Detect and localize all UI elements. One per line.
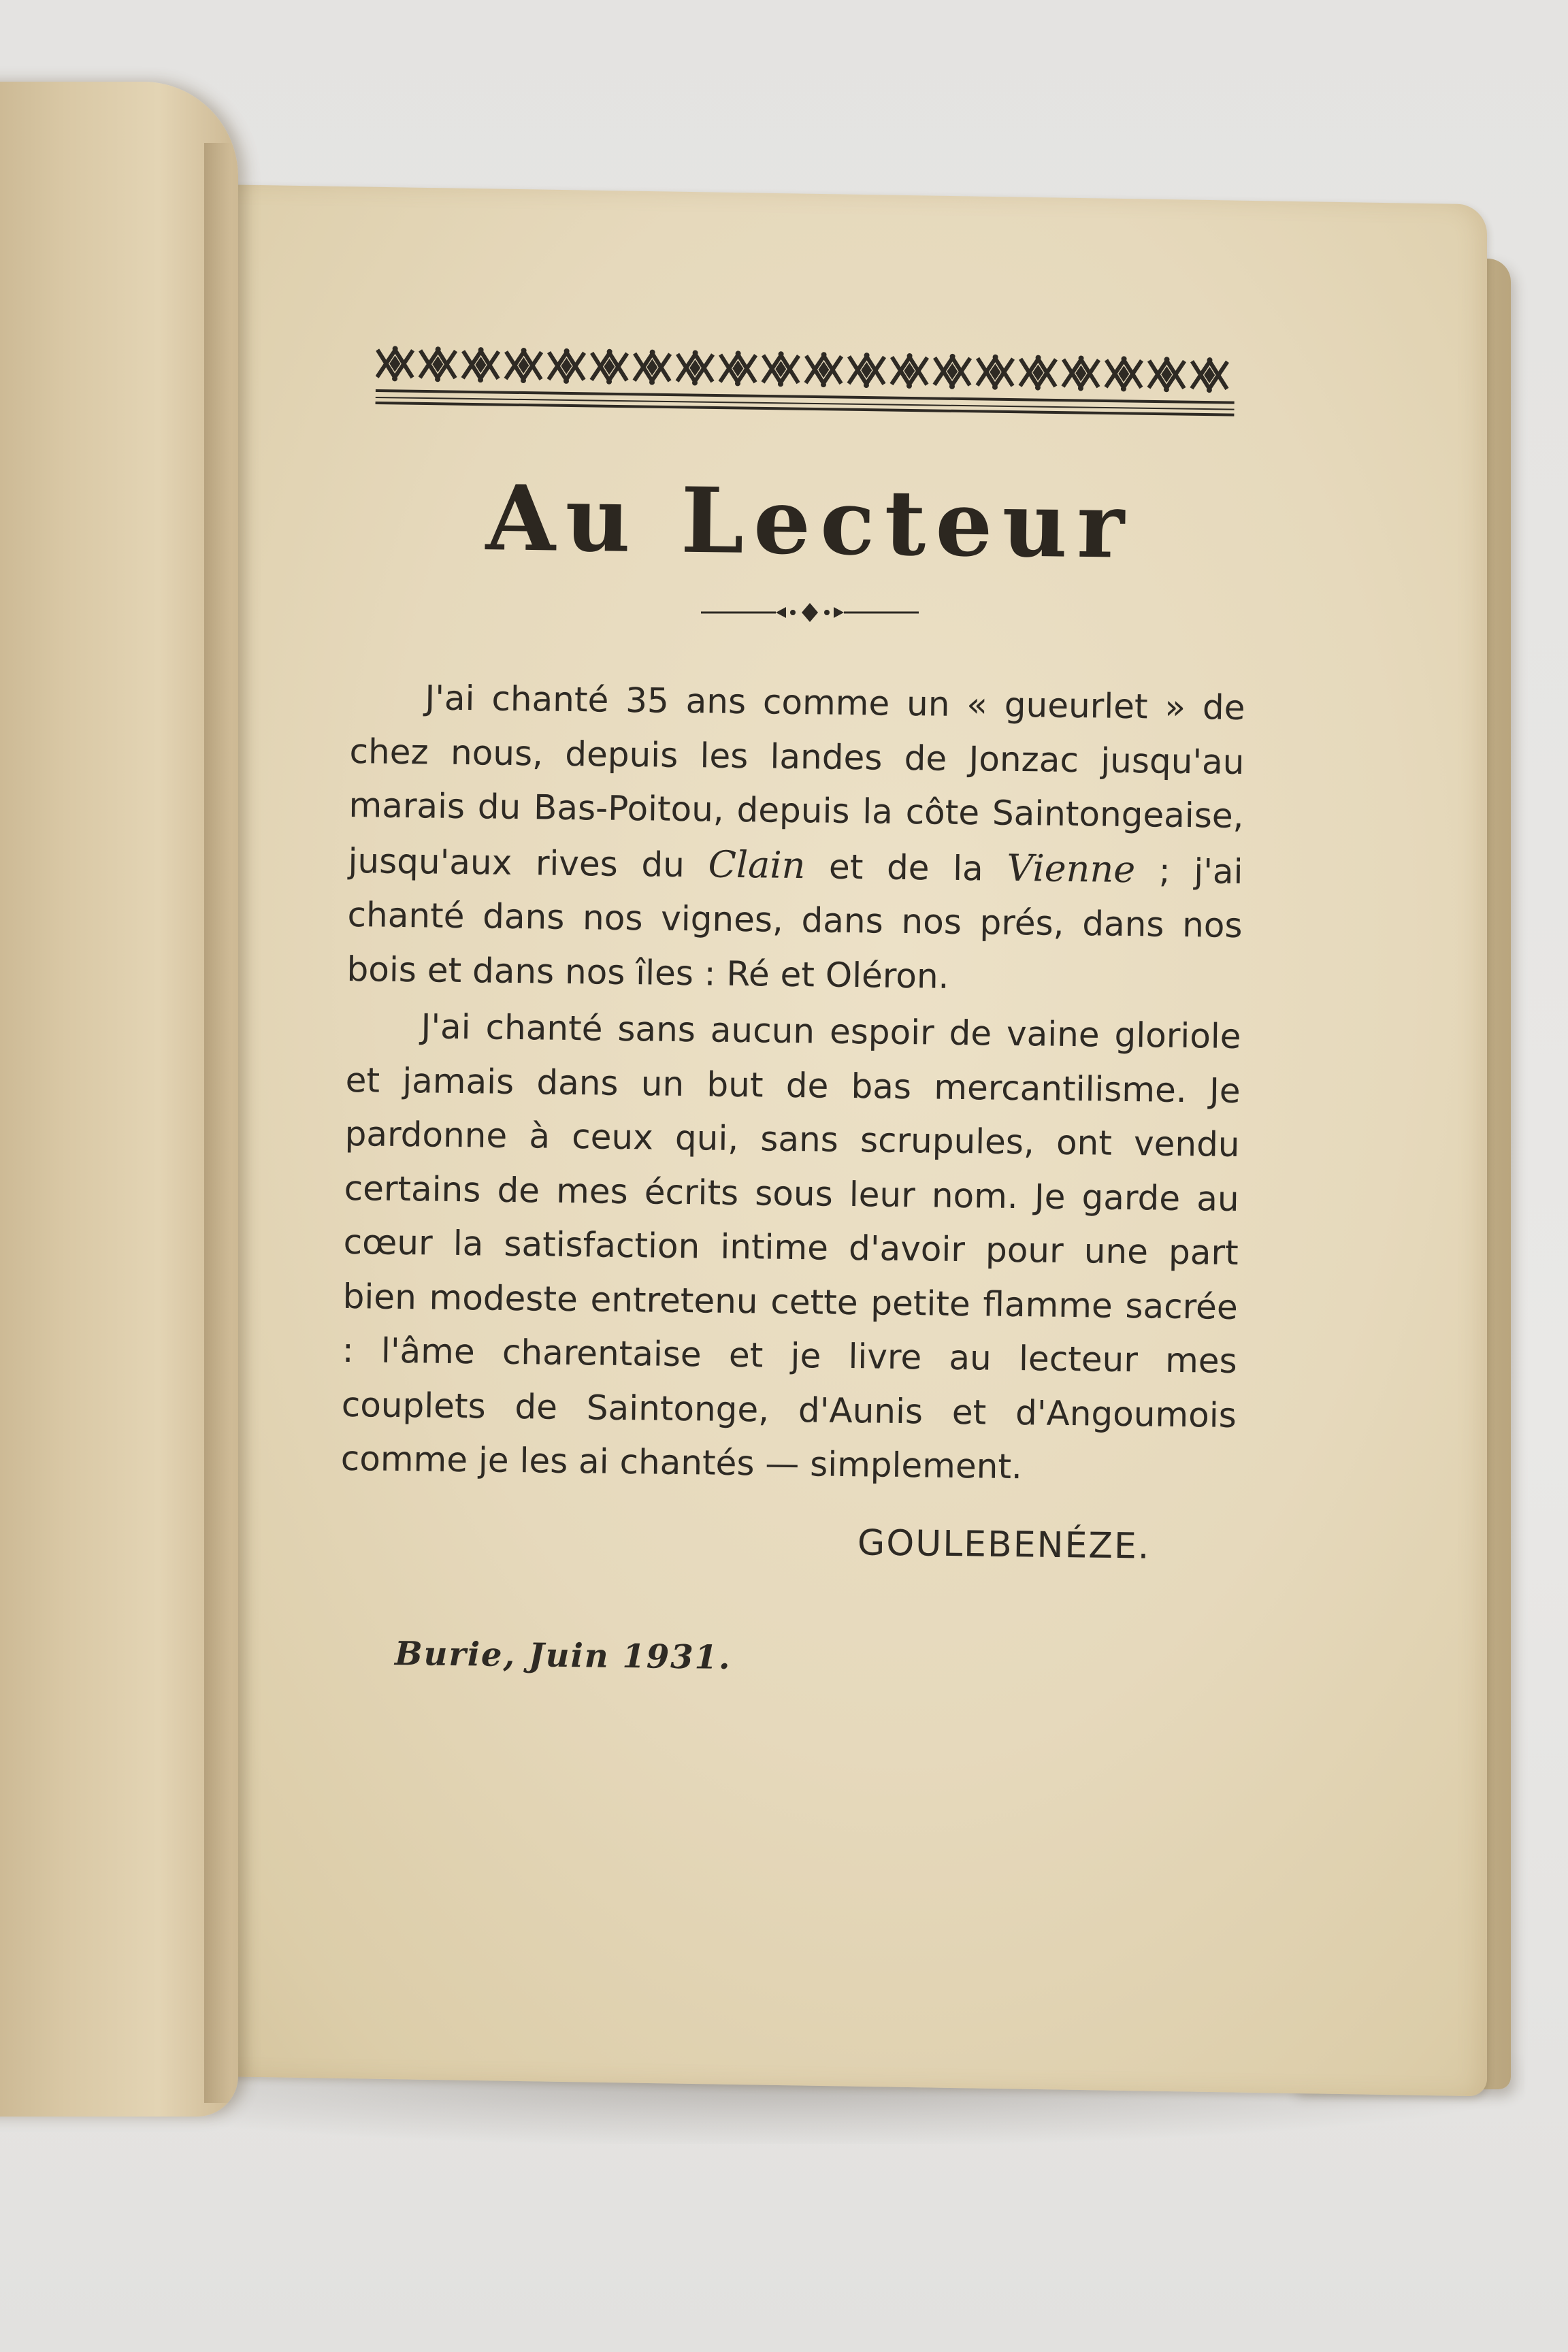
paragraph-2: J'ai chanté sans aucun espoir de vaine gloriole et jamais dans un but de bas mercantilisme. Je pardonne à ceux qui, sans scrupules, ont vendu certains de mes écrits sous leur nom. Je garde au cœur la satisfaction intime d'avoir pour une part bien modeste entretenu cette petite flamme sacrée : l'âme charentaise et je livre au lecteur mes couplets de Saintonge, d'Aunis et d'Angoumois comme je les ai chantés — simplement. (340, 1007, 1241, 1487)
dateline: Burie, Juin 1931. (394, 1634, 732, 1678)
river-name-vienne: Vienne (1007, 846, 1136, 891)
cross-pattern-border-icon (375, 340, 1241, 433)
paragraph-1-part-2: et de la (805, 846, 1007, 889)
paragraph-1 (346, 670, 1245, 1007)
paragraph-1-part-3: ; j'ai chanté dans nos vignes, dans nos prés, dans nos bois et dans nos îles : Ré et Oléron. (346, 850, 1243, 996)
paragraph-1-part-1: J'ai chanté 35 ans comme un « gueurlet » de chez nous, depuis les landes de Jonzac jusqu'au marais du Bas-Poitou, depuis la côte Saintongeaise, jusqu'aux rives du (348, 678, 1245, 885)
foreword-text (340, 670, 1245, 1499)
author-signature: GOULEBENÉZE. (857, 1522, 1151, 1567)
fleuron-divider-icon (701, 599, 919, 626)
river-name-clain: Clain (708, 842, 806, 887)
left-page-curl (0, 82, 238, 2117)
page-title: Au Lecteur (485, 466, 1134, 579)
page-gutter (204, 143, 231, 2103)
